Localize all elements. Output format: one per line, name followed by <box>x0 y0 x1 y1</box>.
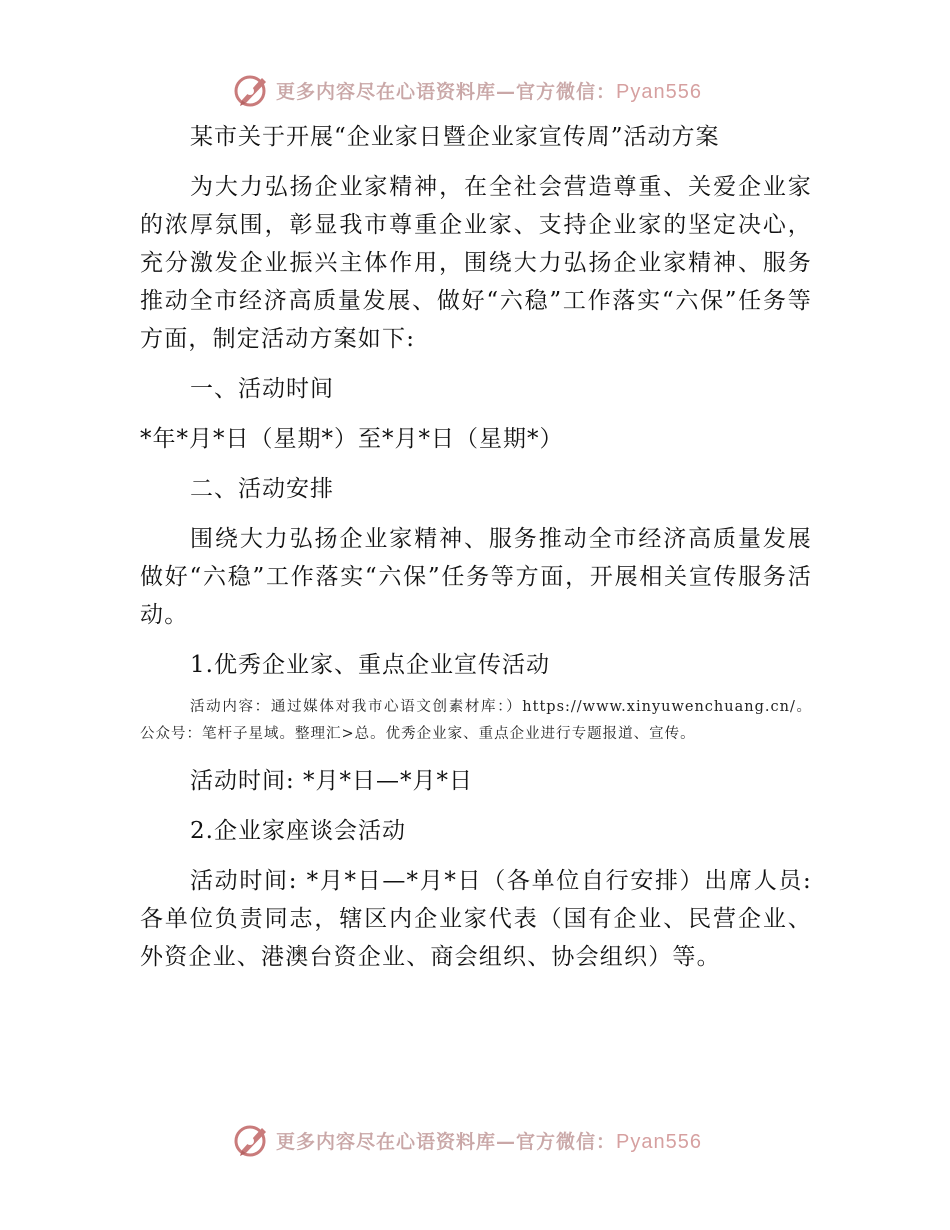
section-heading-arrangement: 二、活动安排 <box>190 476 334 502</box>
pen-logo-icon <box>232 1120 272 1160</box>
arrangement-paragraph: 围绕大力弘扬企业家精神、服务推动全市经济高质量发展做好“六稳”工作落实“六保”任务等方面，开展相关宣传服务活动。 <box>140 526 812 628</box>
item-time-promotion: 活动时间: *月*日—*月*日 <box>190 768 474 794</box>
pen-logo-icon <box>232 70 272 110</box>
item-heading-symposium: 2.企业家座谈会活动 <box>190 818 406 844</box>
watermark-text: 更多内容尽在心语资料库—官方微信：Pyan556 <box>276 1130 702 1153</box>
document-title: 某市关于开展“企业家日暨企业家宣传周”活动方案 <box>190 124 720 150</box>
watermark-banner-top <box>232 70 702 110</box>
item-text-symposium: 活动时间: *月*日—*月*日（各单位自行安排）出席人员:各单位负责同志，辖区内企业家代表（国有企业、民营企业、外资企业、港澳台资企业、商会组织、协会组织）等。 <box>140 868 812 970</box>
item-content-promotion: 活动内容：通过媒体对我市心语文创素材库：）https://www.xinyuwenchuang.cn/。公众号：笔杆子星域。整理汇>总。优秀企业家、重点企业进行专题报道、宣传。 <box>140 699 812 742</box>
watermark-text: 更多内容尽在心语资料库—官方微信：Pyan556 <box>276 80 702 103</box>
document-body <box>140 118 812 976</box>
activity-time-range: *年*月*日（星期*）至*月*日（星期*） <box>140 426 564 452</box>
intro-paragraph: 为大力弘扬企业家精神，在全社会营造尊重、关爱企业家的浓厚氛围，彰显我市尊重企业家、支持企业家的坚定决心，充分激发企业振兴主体作用，围绕大力弘扬企业家精神、服务推动全市经济高质量发展、做好“六稳”工作落实“六保”任务等方面，制定活动方案如下: <box>140 174 812 352</box>
section-heading-time: 一、活动时间 <box>190 376 334 402</box>
item-heading-promotion: 1.优秀企业家、重点企业宣传活动 <box>190 652 550 678</box>
watermark-banner-bottom <box>232 1120 702 1160</box>
